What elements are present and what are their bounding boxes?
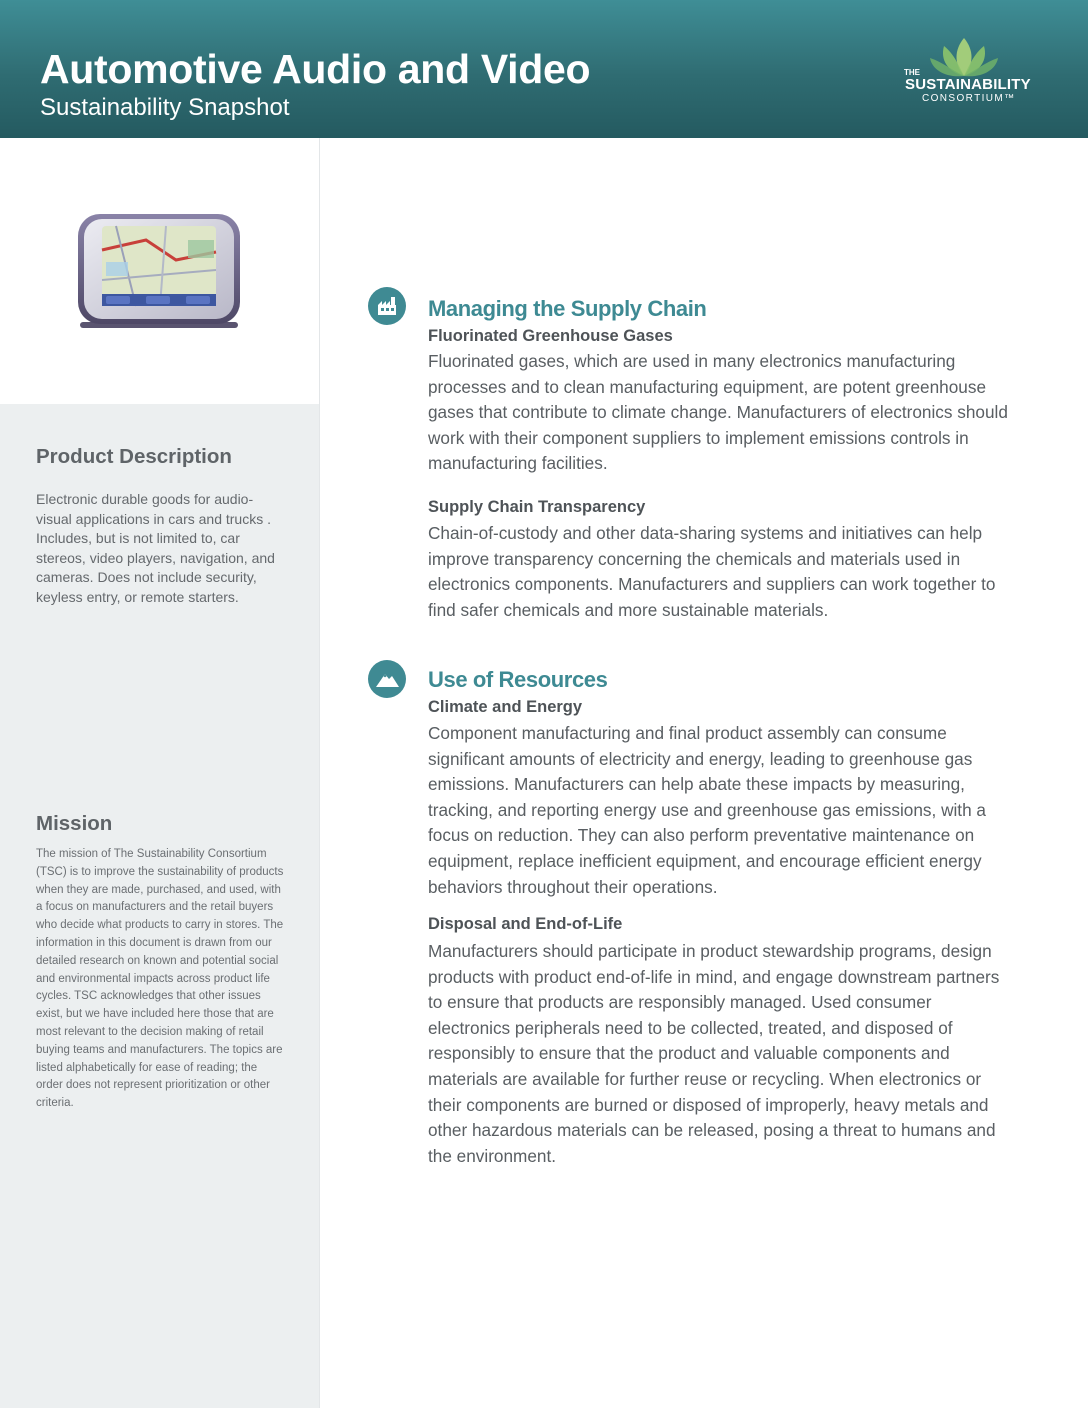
logo-name-text: SUSTAINABILITY xyxy=(905,76,1031,93)
mission-text: The mission of The Sustainability Consortium (TSC) is to improve the sustainability of products when they are made, purchased, and used, with a focus on manufacturers and the retail buyers who decide what products to carry in stores. The information in this document is drawn from our detailed research on known and potential social and environmental impacts across product life cycles. TSC acknowledges that other issues exist, but we have included here those that are most relevant to the decision making of retail buying teams and manufacturers. The topics are listed alphabetically for ease of reading; the order does not represent prioritization or other criteria. xyxy=(36,848,284,1110)
product-description-heading: Product Description xyxy=(36,445,232,468)
sidebar xyxy=(0,138,320,1408)
topic-title-disposal-end-of-life: Disposal and End-of-Life xyxy=(428,915,623,933)
logo-the-text: THE xyxy=(904,68,920,77)
consortium-logo xyxy=(900,34,1030,110)
logo-sub-text: CONSORTIUM™ xyxy=(922,93,1016,104)
mission-heading: Mission xyxy=(36,812,113,835)
product-description-text: Electronic durable goods for audio-visual applications in cars and trucks . Includes, but is not limited to, car stereos, video players, navigation, and cameras. Does not include security, keyless entry, or remote starters. xyxy=(36,491,275,605)
topic-text-climate-energy: Component manufacturing and final product assembly can consume significant amounts of electricity and energy, leading to greenhouse gas emissions. Manufacturers can help abate these impacts by measuring, tracking, and reporting energy use and greenhouse gas emissions, with a focus on reduction. They can also perform preventative maintenance on equipment, replace inefficient equipment, and encourage efficient energy behaviors throughout their operations. xyxy=(428,723,986,897)
topic-text-disposal-end-of-life: Manufacturers should participate in product stewardship programs, design products with product end-of-life in mind, and engage downstream partners to ensure that products are responsibly managed. Used consumer electronics peripherals need to be collected, treated, and disposed of responsibly to ensure that the product and valuable components and materials are available for further reuse or recycling. When electronics or their components are burned or disposed of improperly, heavy metals and other hazardous materials can be released, posing a threat to humans and the environment. xyxy=(428,941,1000,1166)
mountain-icon xyxy=(368,660,406,698)
topic-text-fluorinated-gases: Fluorinated gases, which are used in many electronics manufacturing processes and to clean manufacturing equipment, are potent greenhouse gases that contribute to climate change. Manufacturers of electronics should work with their component suppliers to implement emissions controls in manufacturing facilities. xyxy=(428,351,1008,474)
section-heading-supply-chain: Managing the Supply Chain xyxy=(428,296,707,321)
page-header xyxy=(0,0,1088,138)
section-heading-use-of-resources: Use of Resources xyxy=(428,667,608,692)
topic-title-supply-chain-transparency: Supply Chain Transparency xyxy=(428,498,646,516)
factory-icon xyxy=(368,287,406,325)
page-title: Automotive Audio and Video xyxy=(40,46,591,92)
topic-title-climate-energy: Climate and Energy xyxy=(428,698,583,716)
topic-text-supply-chain-transparency: Chain-of-custody and other data-sharing systems and initiatives can help improve transparency concerning the chemicals and materials used in electronics components. Manufacturers and suppliers can work together to find safer chemicals and more sustainable materials. xyxy=(428,523,996,620)
sidebar-panel xyxy=(0,404,319,1408)
page-subtitle: Sustainability Snapshot xyxy=(40,94,290,121)
gps-device-image xyxy=(76,210,242,330)
topic-title-fluorinated-gases: Fluorinated Greenhouse Gases xyxy=(428,327,673,345)
